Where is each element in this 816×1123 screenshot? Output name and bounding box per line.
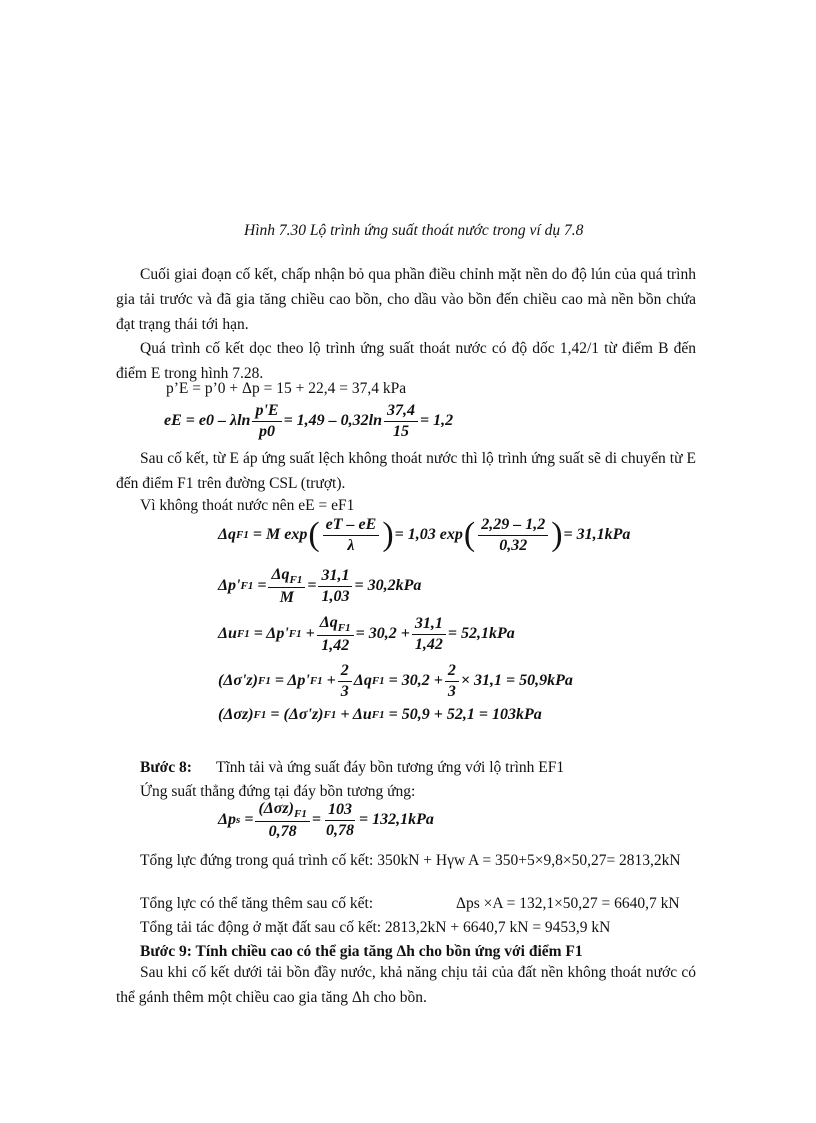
step8-label: Bước 8: — [140, 759, 192, 776]
dp-lhs-sub: F1 — [240, 580, 254, 593]
paragraph-additional-force-value: Δps ×A = 132,1×50,27 = 6640,7 kN — [456, 895, 680, 912]
dp-frac1-num: Δq — [271, 566, 290, 583]
eE-frac2-den: 15 — [393, 422, 410, 440]
eE-frac1-num: p'E — [252, 402, 281, 422]
dsig-eff-fraction-2 — [445, 662, 459, 700]
pE-equation: p’E = p’0 + Δp = 15 + 22,4 = 37,4 kPa — [166, 380, 407, 397]
dp-result: = 30,2kPa — [354, 577, 422, 595]
du-frac2-den: 1,42 — [414, 635, 443, 653]
du-mid2: = 30,2 + — [355, 625, 410, 643]
du-frac1-num-sub: F1 — [337, 622, 351, 634]
paragraph-drained-path: Quá trình cố kết dọc theo lộ trình ứng suất thoát nước có độ dốc 1,42/1 từ điểm B đến điểm E trong hình 7.28. — [116, 340, 696, 382]
eE-equation — [164, 402, 453, 440]
du-frac1-den: 1,42 — [321, 637, 350, 655]
dsig-eff-plus: + — [326, 672, 336, 690]
paragraph-total-load: Tổng tải tác động ở mặt đất sau cố kết: 2813,2kN + 6640,7 kN = 9453,9 kN — [140, 919, 611, 936]
eE-frac2-num: 37,4 — [384, 402, 418, 422]
dsig-equation — [218, 706, 542, 724]
dq-result: = 31,1kPa — [563, 526, 631, 544]
du-result: = 52,1kPa — [447, 625, 515, 643]
dsig-eff-frac2-den: 3 — [447, 682, 456, 700]
dsig-eff-result: × 31,1 = 50,9kPa — [460, 672, 573, 690]
dps-frac1-num-sub: F1 — [293, 808, 307, 820]
dsig-lhs-sub: F1 — [253, 709, 267, 721]
dsig-eff-equation — [218, 662, 573, 700]
du-frac2-num: 31,1 — [412, 615, 446, 635]
dsig-mid2-sub: F1 — [371, 709, 385, 721]
paragraph-undrained-condition: Vì không thoát nước nên eE = eF1 — [140, 497, 355, 514]
paragraph-consolidation-end: Cuối giai đoạn cố kết, chấp nhận bỏ qua phần điều chỉnh mặt nền do độ lún của quá trình gia tải trước và đã gia tăng chiều cao bồn, cho dầu vào bồn đến chiều cao mà nền bồn chứa đạt trạng thái tới hạn. — [116, 266, 696, 333]
dsig-mid1-sub: F1 — [323, 709, 337, 721]
dps-frac2-den: 0,78 — [325, 821, 354, 839]
dps-fraction-2 — [323, 801, 357, 839]
dp-frac2-num: 31,1 — [318, 567, 352, 587]
dps-frac1-den: 0,78 — [268, 823, 297, 841]
dps-lhs: Δp — [218, 811, 237, 829]
du-lhs-sub: F1 — [236, 628, 250, 641]
dp-lhs: Δp' — [218, 577, 241, 595]
dq-frac2-den: 0,32 — [499, 536, 528, 554]
du-lhs: Δu — [218, 625, 237, 643]
dsig-result: = 50,9 + 52,1 = 103kPa — [388, 706, 542, 723]
eE-mid: = 1,49 – 0,32ln — [283, 412, 383, 430]
dp-frac1-den: M — [279, 589, 294, 607]
du-fraction-2 — [412, 615, 446, 653]
dp-fraction-2 — [318, 567, 352, 605]
dq-eq1: = M exp — [252, 526, 308, 544]
dq-lhs: Δq — [218, 526, 237, 544]
dq-lhs-sub: F1 — [236, 529, 249, 542]
eE-lhs: eE = e0 – λln — [164, 412, 251, 430]
dq-frac1-num: eT – eE — [323, 516, 380, 536]
dps-equation: Δp s = $\frac{(\Delta\sigma z)_{F1}}{0,78}$ = $\frac{103}{0,78}$ = 132,1kPa — [218, 800, 434, 841]
paragraph-total-vertical-force: Tổng lực đứng trong quá trình cố kết: 350kN + Hγw A = 350+5×9,8×50,27= 2813,2kN — [140, 852, 681, 869]
step8-text: Tĩnh tải và ứng suất đáy bồn tương ứng với lộ trình EF1 — [216, 759, 565, 776]
dsig-eff-frac1-den: 3 — [340, 682, 349, 700]
du-equation — [218, 614, 515, 655]
dsig-eff-mid1-sub: F1 — [309, 675, 323, 688]
dp-frac2-den: 1,03 — [321, 587, 350, 605]
dsig-eff-fraction-1 — [338, 662, 352, 700]
eE-result: = 1,2 — [420, 412, 454, 430]
dps-frac2-num: 103 — [325, 801, 355, 821]
figure-caption: Hình 7.30 Lộ trình ứng suất thoát nước trong ví dụ 7.8 — [244, 222, 584, 239]
dq-fraction-2 — [478, 516, 548, 554]
dsig-lhs: (Δσz) — [218, 706, 254, 723]
dp-fraction-1 — [268, 566, 305, 607]
dq-eq2: = 1,03 exp — [394, 526, 463, 544]
dsig-eff-lhs: (Δσ'z) — [218, 672, 258, 690]
dq-equation: Δq F1 = M exp ( $\frac{eT - eE}{\lambda}$ ) = 1,03 exp ( $\frac{2,29 - 1,2}{0,32}$ ) = 31,1kPa — [218, 516, 631, 554]
dp-frac1-num-sub: F1 — [289, 574, 303, 586]
dsig-eff-mid2-sub: F1 — [371, 675, 385, 688]
dsig-eff-frac2-num: 2 — [445, 662, 459, 682]
dsig-mid2: + Δu — [340, 706, 372, 723]
paragraph-vertical-stress: Ứng suất thẳng đứng tại đáy bồn tương ứng: — [140, 783, 416, 800]
eE-frac1-den: p0 — [259, 422, 275, 440]
dq-frac1-den: λ — [347, 536, 355, 554]
dq-frac2-num: 2,29 – 1,2 — [478, 516, 548, 536]
du-fraction-1 — [317, 614, 354, 655]
dq-fraction-1 — [323, 516, 380, 554]
dps-lhs-sub: s — [236, 814, 241, 827]
dsig-eff-mid2: Δq — [353, 672, 372, 690]
du-frac1-num: Δq — [319, 614, 338, 631]
dps-result: = 132,1kPa — [358, 811, 434, 829]
du-mid1: = Δp' — [253, 625, 289, 643]
eE-fraction-2 — [384, 402, 418, 440]
du-plus: + — [305, 625, 315, 643]
paragraph-additional-force-label: Tổng lực có thể tăng thêm sau cố kết: — [140, 895, 374, 912]
du-mid1-sub: F1 — [288, 628, 302, 641]
dsig-mid1: = (Δσ'z) — [270, 706, 324, 723]
eE-fraction-1 — [252, 402, 281, 440]
dps-fraction-1 — [255, 800, 309, 841]
dsig-eff-mid1: = Δp' — [274, 672, 310, 690]
step9-heading: Bước 9: Tính chiều cao có thể gia tăng Δh cho bồn ứng với điểm F1 — [140, 943, 583, 960]
dsig-eff-mid3: = 30,2 + — [388, 672, 443, 690]
dsig-eff-frac1-num: 2 — [338, 662, 352, 682]
paragraph-undrained-path: Sau cố kết, từ E áp ứng suất lệch không thoát nước thì lộ trình ứng suất sẽ di chuyển từ E đến điểm F1 trên đường CSL (trượt). — [116, 450, 696, 492]
dp-equation: Δp' F1 = $\frac{\Delta q_{F1}}{M}$ = $\frac{31,1}{1,03}$ = 30,2kPa — [218, 566, 422, 607]
dsig-eff-lhs-sub: F1 — [257, 675, 271, 688]
dps-frac1-num: (Δσz) — [258, 800, 294, 817]
paragraph-height-increase: Sau khi cố kết dưới tải bồn đầy nước, khả năng chịu tải của đất nền không thoát nước có thể gánh thêm một chiều cao gia tăng Δh cho bồn. — [116, 964, 696, 1006]
